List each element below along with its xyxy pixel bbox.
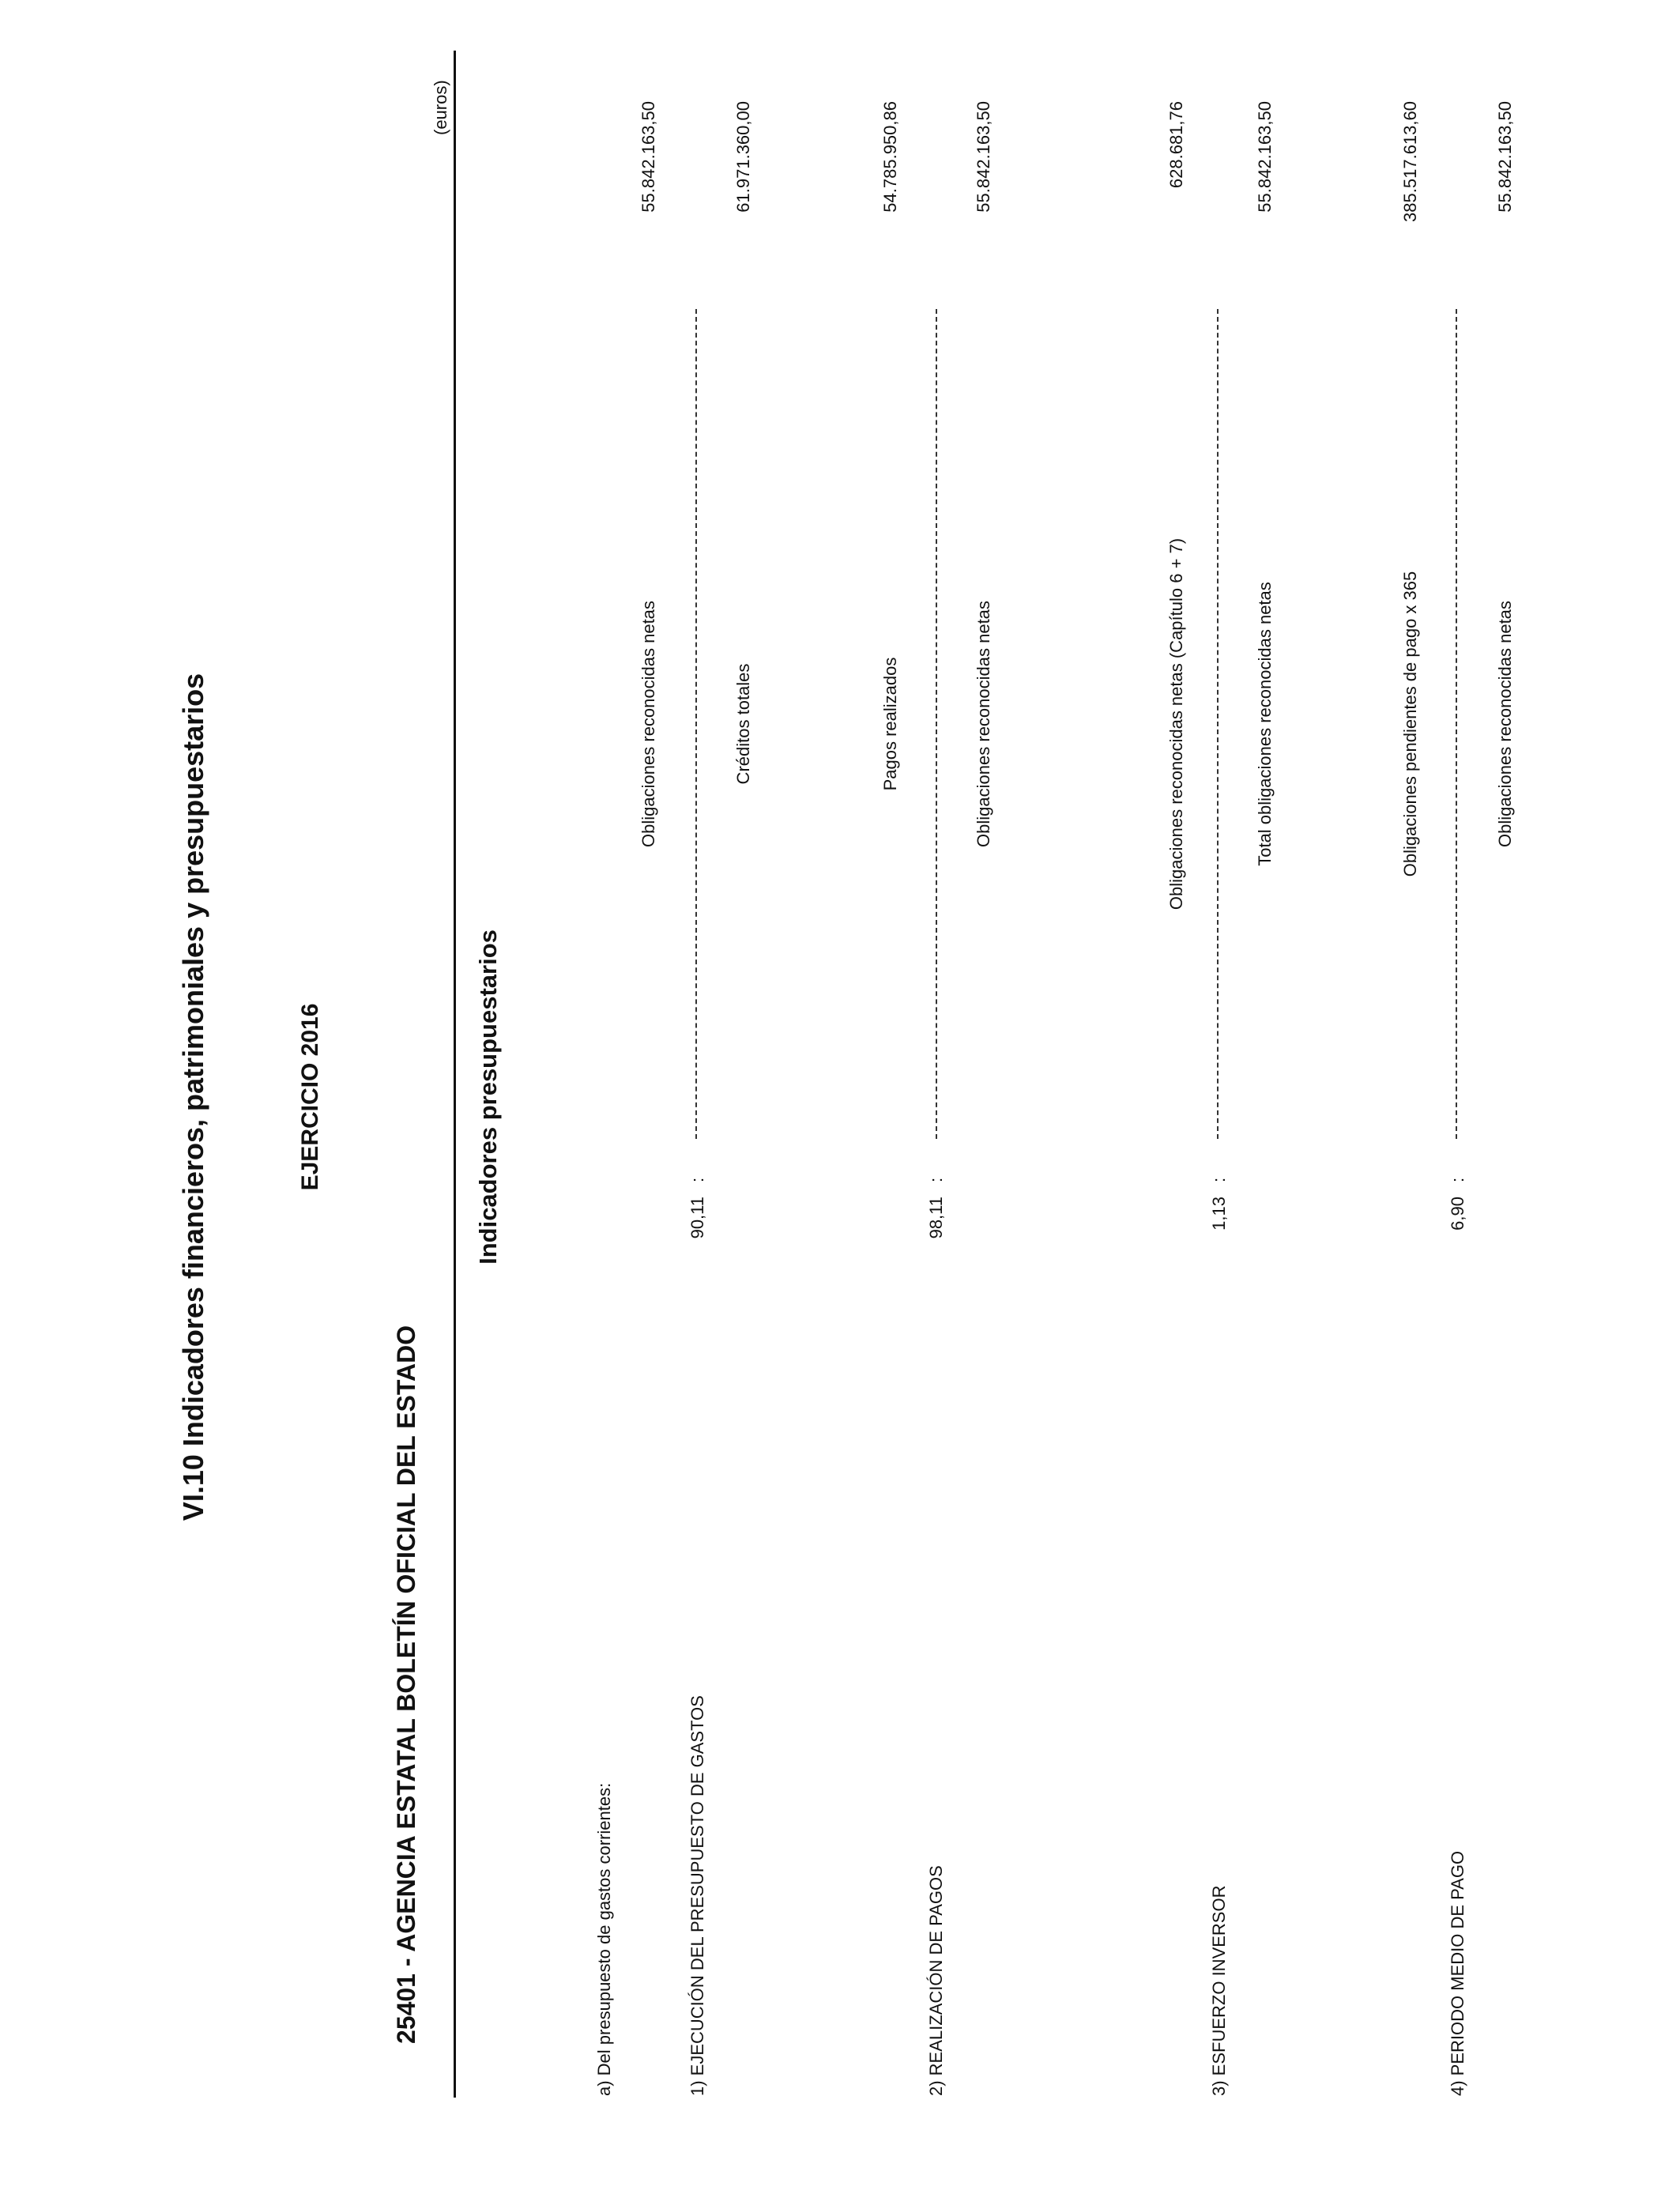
currency-unit: (euros) <box>431 80 450 135</box>
fraction-line <box>1217 309 1219 1139</box>
numerator-label: Obligaciones reconocidas netas (Capítulo 6 + 7) <box>1166 537 1186 910</box>
indicator-label: 2) REALIZACIÓN DE PAGOS <box>926 1865 946 2096</box>
indicator-value: 1,13 <box>1209 1197 1229 1231</box>
numerator-amount: 54.785.950,86 <box>880 101 900 213</box>
numerator-label: Pagos realizados <box>880 657 900 791</box>
denominator-label: Total obligaciones reconocidas netas <box>1255 582 1275 866</box>
numerator-label: Obligaciones pendientes de pago x 365 <box>1400 571 1420 877</box>
numerator-label: Obligaciones reconocidas netas <box>638 601 658 847</box>
numerator-amount: 628.681,76 <box>1166 101 1186 189</box>
fraction-line <box>695 309 697 1139</box>
entity-name: 25401 - AGENCIA ESTATAL BOLETÍN OFICIAL DEL ESTADO <box>392 1325 420 2044</box>
numerator-amount: 55.842.163,50 <box>638 101 658 213</box>
denominator-amount: 55.842.163,50 <box>974 101 993 213</box>
denominator-label: Obligaciones reconocidas netas <box>1495 601 1515 847</box>
denominator-amount: 55.842.163,50 <box>1495 101 1515 213</box>
numerator-amount: 385.517.613,60 <box>1400 101 1420 222</box>
group-label: a) Del presupuesto de gastos corrientes: <box>594 1782 614 2096</box>
section-heading: Indicadores presupuestarios <box>474 929 502 1265</box>
indicator-separator: : <box>1448 1177 1467 1182</box>
indicator-value: 90,11 <box>687 1197 707 1239</box>
fraction-line <box>1456 309 1457 1139</box>
indicator-separator: : <box>687 1177 707 1182</box>
indicator-label: 1) EJECUCIÓN DEL PRESUPUESTO DE GASTOS <box>687 1695 707 2096</box>
indicator-value: 6,90 <box>1448 1197 1467 1231</box>
fraction-line <box>936 309 937 1139</box>
indicator-separator: : <box>1209 1177 1229 1182</box>
denominator-label: Obligaciones reconocidas netas <box>974 601 993 847</box>
indicator-label: 3) ESFUERZO INVERSOR <box>1209 1885 1229 2096</box>
header-rule <box>454 51 456 2098</box>
denominator-amount: 55.842.163,50 <box>1255 101 1275 213</box>
indicator-value: 98,11 <box>926 1197 946 1239</box>
exercise-year: EJERCICIO 2016 <box>297 1003 323 1191</box>
denominator-label: Créditos totales <box>733 663 753 785</box>
page-title: VI.10 Indicadores financieros, patrimoniales y presupuestarios <box>177 673 209 1521</box>
indicator-label: 4) PERIODO MEDIO DE PAGO <box>1448 1850 1467 2096</box>
denominator-amount: 61.971.360,00 <box>733 101 753 213</box>
indicator-separator: : <box>926 1177 946 1182</box>
